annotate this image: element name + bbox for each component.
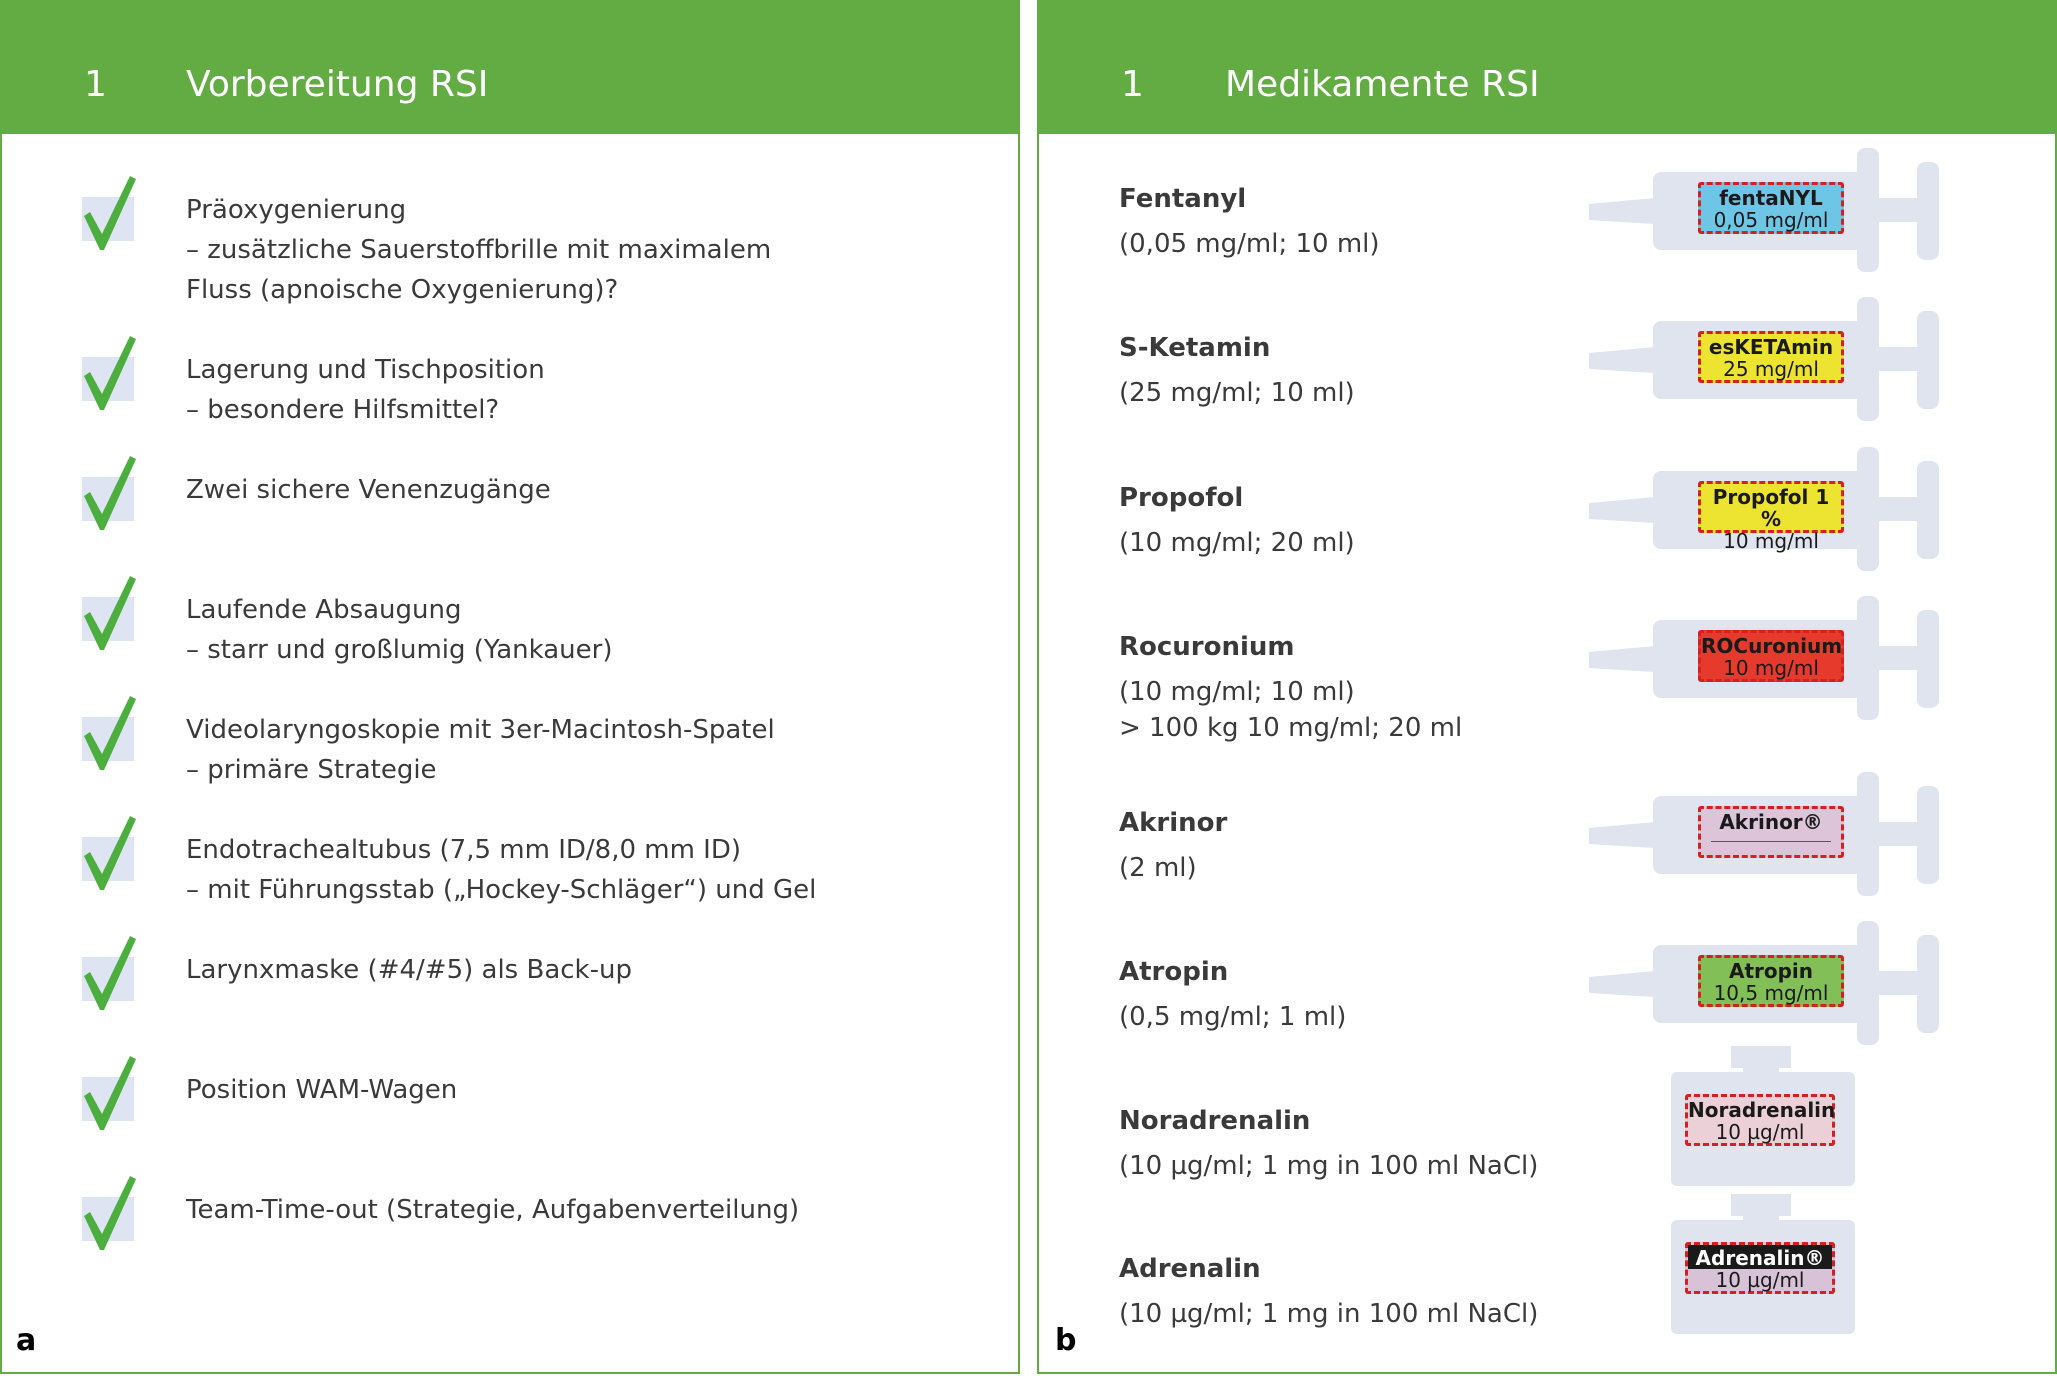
label-concentration: 10 µg/ml xyxy=(1715,1268,1805,1292)
checkmark-icon xyxy=(78,572,140,652)
checkmark-icon xyxy=(78,172,140,252)
medication-name: Noradrenalin xyxy=(1119,1106,1311,1136)
label-concentration: 10 mg/ml xyxy=(1723,529,1819,553)
syringe-icon xyxy=(1589,596,1959,720)
medication-name: S-Ketamin xyxy=(1119,333,1271,363)
checklist-item xyxy=(2,572,1002,692)
checklist-line: Zwei sichere Venenzugänge xyxy=(186,475,551,505)
label-drug-name: Adrenalin® xyxy=(1688,1245,1832,1269)
section-title: Medikamente RSI xyxy=(1225,64,1540,105)
medication-item xyxy=(1039,1246,2039,1354)
medication-item xyxy=(1039,333,2039,433)
panel-header xyxy=(1039,2,2055,134)
label-concentration: 10 µg/ml xyxy=(1715,1120,1805,1144)
checklist-item xyxy=(2,332,1002,452)
label-concentration: 0,05 mg/ml xyxy=(1713,208,1829,232)
checkmark-icon xyxy=(78,812,140,892)
concentration-line: (10 mg/ml; 20 ml) xyxy=(1119,528,1355,558)
checklist-item xyxy=(2,1052,1002,1172)
label-concentration: 10,5 mg/ml xyxy=(1713,981,1829,1005)
checklist-line: Team-Time-out (Strategie, Aufgabenverteilung) xyxy=(186,1195,800,1225)
concentration-line: (0,05 mg/ml; 10 ml) xyxy=(1119,229,1380,259)
label-blank-line xyxy=(1711,841,1831,842)
checkmark-icon xyxy=(78,932,140,1012)
medication-item xyxy=(1039,483,2039,583)
concentration-line: (2 ml) xyxy=(1119,853,1197,883)
medication-name: Atropin xyxy=(1119,957,1229,987)
syringe-label xyxy=(1698,955,1844,1007)
checklist-text xyxy=(186,190,771,310)
checklist-text xyxy=(186,1070,457,1110)
checklist-line: – zusätzliche Sauerstoffbrille mit maximalem xyxy=(186,235,772,265)
concentration-line: (25 mg/ml; 10 ml) xyxy=(1119,378,1355,408)
checklist-text xyxy=(186,950,632,990)
checklist-text xyxy=(186,470,551,510)
section-number: 1 xyxy=(1121,64,1144,105)
syringe-label xyxy=(1698,182,1844,234)
label-drug-name: Atropin xyxy=(1728,959,1814,983)
checklist-item xyxy=(2,1172,1002,1292)
checklist-line: Larynxmaske (#4/#5) als Back-up xyxy=(186,955,632,985)
medication-concentration xyxy=(1119,850,1197,886)
concentration-line: (10 µg/ml; 1 mg in 100 ml NaCl) xyxy=(1119,1299,1539,1329)
panel-preparation xyxy=(0,0,1020,1374)
checklist-line: Präoxygenierung xyxy=(186,195,407,225)
syringe-icon xyxy=(1589,148,1959,272)
checkmark-icon xyxy=(78,1172,140,1252)
checklist-line: Endotrachealtubus (7,5 mm ID/8,0 mm ID) xyxy=(186,835,742,865)
syringe-label xyxy=(1698,481,1844,553)
label-drug-name: esKETAmin xyxy=(1708,335,1834,359)
medication-name: Akrinor xyxy=(1119,808,1228,838)
checklist-line: Lagerung und Tischposition xyxy=(186,355,545,385)
medication-name: Rocuronium xyxy=(1119,632,1295,662)
checklist-item xyxy=(2,692,1002,812)
concentration-line: (10 mg/ml; 10 ml) xyxy=(1119,677,1355,707)
syringe-label xyxy=(1698,806,1844,858)
section-title: Vorbereitung RSI xyxy=(186,64,489,105)
checkmark-icon xyxy=(78,332,140,412)
checklist-item xyxy=(2,452,1002,572)
bottle-label xyxy=(1685,1094,1835,1146)
checklist-text xyxy=(186,350,545,430)
medication-item xyxy=(1039,1098,2039,1206)
medication-item xyxy=(1039,184,2039,284)
medication-concentration xyxy=(1119,1148,1538,1184)
label-concentration: 25 mg/ml xyxy=(1723,357,1819,381)
concentration-line: (10 µg/ml; 1 mg in 100 ml NaCl) xyxy=(1119,1151,1539,1181)
panel-medications xyxy=(1037,0,2057,1374)
medication-concentration xyxy=(1119,525,1355,561)
syringe-icon xyxy=(1589,447,1959,571)
syringe-label xyxy=(1698,331,1844,383)
medication-concentration xyxy=(1119,674,1462,746)
checklist-text xyxy=(186,710,775,790)
medication-item xyxy=(1039,808,2039,908)
checklist-line: – besondere Hilfsmittel? xyxy=(186,395,500,425)
checklist-line: – mit Führungsstab („Hockey-Schläger“) und Gel xyxy=(186,875,817,905)
label-drug-name: fentaNYL xyxy=(1719,186,1823,210)
checklist-line: Laufende Absaugung xyxy=(186,595,462,625)
checkmark-icon xyxy=(78,452,140,532)
checklist-item xyxy=(2,932,1002,1052)
checkmark-icon xyxy=(78,692,140,772)
checklist-text xyxy=(186,590,612,670)
concentration-line: (0,5 mg/ml; 1 ml) xyxy=(1119,1002,1347,1032)
label-drug-name: Akrinor® xyxy=(1719,810,1823,834)
label-concentration: 10 mg/ml xyxy=(1723,656,1819,680)
section-number: 1 xyxy=(84,64,107,105)
syringe-icon xyxy=(1589,772,1959,896)
medication-name: Fentanyl xyxy=(1119,184,1247,214)
syringe-icon xyxy=(1589,921,1959,1045)
checklist-item xyxy=(2,812,1002,932)
label-drug-name: Noradrenalin xyxy=(1688,1098,1836,1122)
infusion-bottle-icon xyxy=(1665,1194,1857,1334)
concentration-line: > 100 kg 10 mg/ml; 20 ml xyxy=(1119,713,1463,743)
medication-concentration xyxy=(1119,226,1380,262)
label-drug-name: Propofol 1 % xyxy=(1712,485,1830,531)
checklist-line: – starr und großlumig (Yankauer) xyxy=(186,635,613,665)
panel-header xyxy=(2,2,1018,134)
checklist-line: Videolaryngoskopie mit 3er-Macintosh-Spatel xyxy=(186,715,775,745)
panel-letter: a xyxy=(16,1323,37,1358)
medication-concentration xyxy=(1119,999,1346,1035)
checklist-item xyxy=(2,172,1002,305)
medication-name: Adrenalin xyxy=(1119,1254,1261,1284)
checklist-text xyxy=(186,830,816,910)
checklist-line: Position WAM-Wagen xyxy=(186,1075,458,1105)
bottle-label xyxy=(1685,1242,1835,1294)
checkmark-icon xyxy=(78,1052,140,1132)
medication-concentration xyxy=(1119,1296,1538,1332)
label-drug-name: ROCuronium xyxy=(1701,634,1843,658)
syringe-icon xyxy=(1589,297,1959,421)
infusion-bottle-icon xyxy=(1665,1046,1857,1186)
medication-item xyxy=(1039,632,2039,743)
checklist-line: Fluss (apnoische Oxygenierung)? xyxy=(186,275,619,305)
checklist-line: – primäre Strategie xyxy=(186,755,437,785)
medication-name: Propofol xyxy=(1119,483,1244,513)
checklist-text xyxy=(186,1190,799,1230)
panel-letter: b xyxy=(1055,1323,1077,1358)
medication-item xyxy=(1039,957,2039,1057)
syringe-label xyxy=(1698,630,1844,682)
medication-concentration xyxy=(1119,375,1355,411)
